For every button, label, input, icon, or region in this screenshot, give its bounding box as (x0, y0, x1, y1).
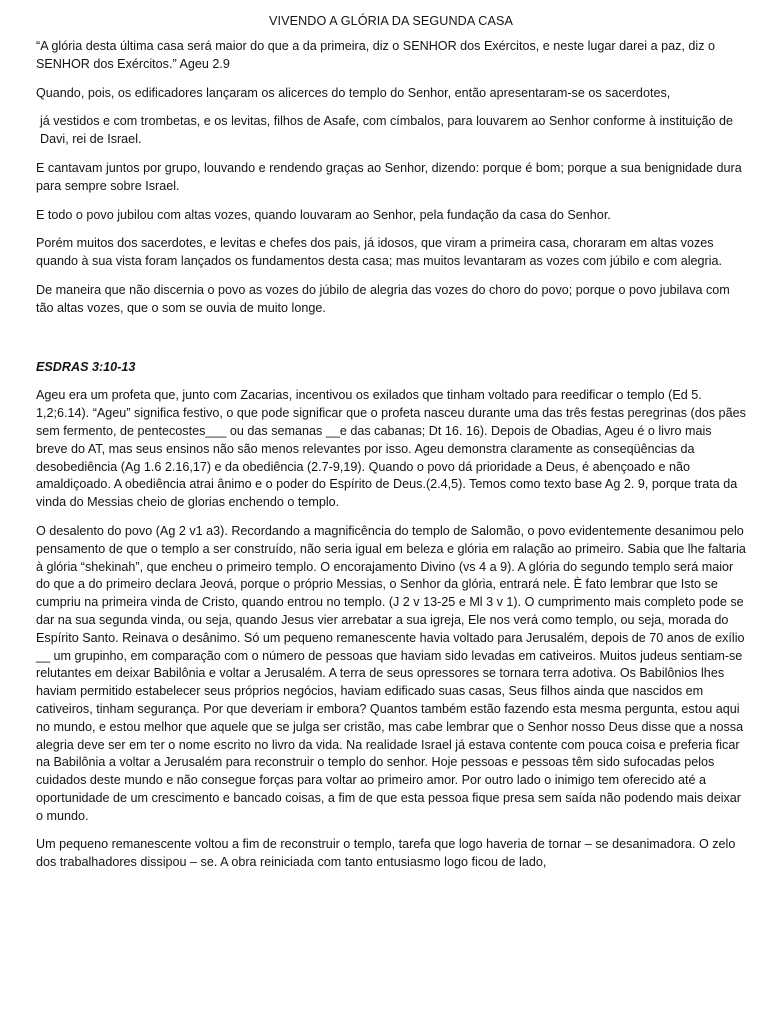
paragraph: De maneira que não discernia o povo as vozes do júbilo de alegria das vozes do choro do povo; porque o povo jubilava com tão altas vozes, que o som se ouvia de muito longe. (36, 282, 730, 315)
paragraph: Porém muitos dos sacerdotes, e levitas e chefes dos pais, já idosos, que viram a primeira casa, choraram em altas vozes quando à sua vista foram lançados os fundamentos desta casa; mas muitos levantaram as vozes com júbilo e com alegria. (36, 236, 723, 269)
paragraph: Um pequeno remanescente voltou a fim de reconstruir o templo, tarefa que logo haveria de tornar – se desanimadora. O zelo dos trabalhadores dissipou – se. A obra reiniciada com tanto entusiasmo logo ficou de lado, (36, 837, 736, 870)
paragraph: Quando, pois, os edificadores lançaram os alicerces do templo do Senhor, então apresentaram-se os sacerdotes, (36, 85, 671, 100)
paragraph: O desalento do povo (Ag 2 v1 a3). Recordando a magnificência do templo de Salomão, o povo evidentemente desanimou pelo pensamento de que o templo a ser construído, não seria igual em beleza e glória em ralação ao primeiro. Sabia que lhe faltaria à glória “shekinah”, que encheu o primeiro templo. O encorajamento Divino (vs 4 a 9). A glória do segundo templo será maior do que a do primeiro declara Jeová, porque o próprio Messias, o Senhor da glória, entrará nele. È fato lembrar que Isto se cumpriu na primeira vinda de Cristo, quando entrou no templo. (J 2 v 13-25 e Ml 3 v 1). O cumprimento mais completo pode se dar na sua segunda vinda, ou seja, quando Jesus vier arrebatar a sua igreja, Ele nos verá como templo, ou seja, morada do Espírito Santo. Reinava o desânimo. Só um pequeno remanescente havia voltado para Jerusalém, depois de 70 anos de exílio __ um grupinho, em comparação com o número de pessoas que haviam sido levadas em cativeiros. Muitos judeus sentiam-se relutantes em deixar Babilônia e voltar a Jerusalém. A terra de seus opressores se tornara terra adotiva. Os Babilônios lhes haviam permitido estabelecer seus próprios negócios, haviam edificado suas casas, Seus filhos ainda que nascidos em cativeiros, tinham segurança. Por que deveriam ir embora? Quantos também estão fazendo esta mesma pergunta, estou aqui no mundo, e estou melhor que aquele que se julga ser cristão, mas cabe lembrar que o Senhor nosso Deus disse que a nossa alegria deve ser em ter o nome escrito no livro da vida. Na realidade Israel já estava contente com pouca coisa e preferia ficar na Babilônia a voltar a Jerusalém para reconstruir o templo do senhor. Hoje pessoas e pessoas têm sido sufocadas pelos cuidados deste mundo e não consegue forças para voltar ao primeiro amor. Por outro lado o inimigo tem oferecido até a oportunidade de um crescimento e bancado coisas, a fim de que esta pessoa fique presa sem saída não podendo mais deixar o mundo. (36, 523, 746, 823)
spacer (36, 329, 746, 359)
paragraph: E cantavam juntos por grupo, louvando e rendendo graças ao Senhor, dizendo: porque é bom; porque a sua benignidade dura para sempre sobre Israel. (36, 160, 742, 193)
paragraph: já vestidos e com trombetas, e os levitas, filhos de Asafe, com címbalos, para louvarem ao Senhor conforme à instituição de Davi, rei de Israel. (40, 114, 734, 147)
epigraph-verse: “A glória desta última casa será maior do que a da primeira, diz o SENHOR dos Exércitos, e neste lugar darei a paz, diz o SENHOR dos Exércitos.” Ageu 2.9 (36, 39, 715, 71)
paragraph: Ageu era um profeta que, junto com Zacarias, incentivou os exilados que tinham voltado para reedificar o templo (Ed 5. 1,2;6.14). “Ageu” significa festivo, o que pode significar que o profeta nasceu durante uma das três festas peregrinas (dos pães sem fermento, de pentecostes___ ou das semanas __e das cabanas; Dt 16. 16). Depois de Obadias, Ageu é o livro mais breve do AT, mas seus ensinos não são menos relevantes por isso. Ageu demonstra claramente as conseqüências da desobediência (Ag 1.6 2.16,17) e da obediência (2.7-9,19). Quando o povo dá prioridade a Deus, é abençoado e não amaldiçoado. A obediência atrai ânimo e o poder do Espírito de Deus.(2.4,5). Temos como texto base Ag 2. 9, porque trata da vinda do Messias cheio de glorias enchendo o templo. (36, 388, 746, 510)
document-title: VIVENDO A GLÓRIA DA SEGUNDA CASA (269, 14, 513, 28)
scripture-reference: ESDRAS 3:10-13 (36, 359, 136, 374)
paragraph: E todo o povo jubilou com altas vozes, quando louvaram ao Senhor, pela fundação da casa do Senhor. (36, 207, 611, 222)
